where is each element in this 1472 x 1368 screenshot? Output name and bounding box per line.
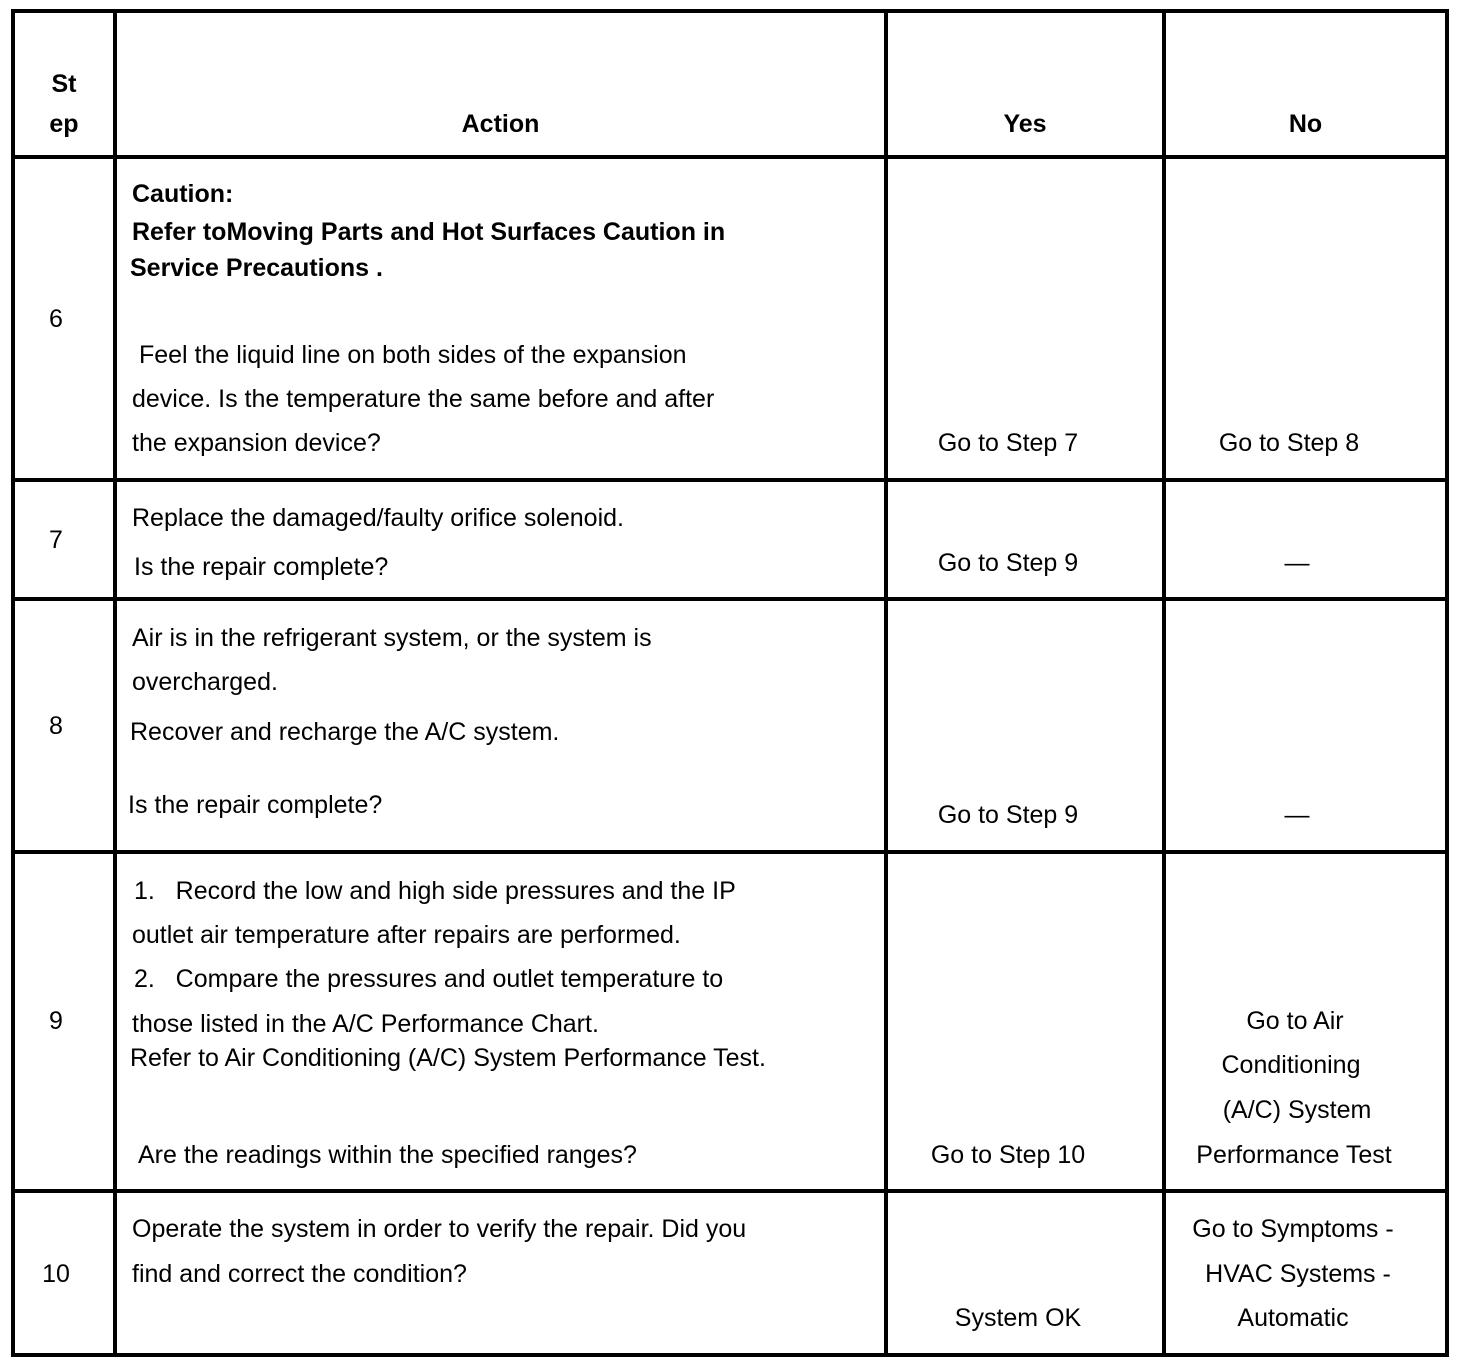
step-number: 10 xyxy=(42,1260,70,1288)
header-action: Action xyxy=(461,110,540,138)
no-result: Go to Step 8 xyxy=(1218,429,1360,457)
no-result: Conditioning xyxy=(1221,1051,1361,1079)
no-result: Automatic xyxy=(1237,1304,1349,1332)
action-text: outlet air temperature after repairs are performed. xyxy=(132,921,681,949)
action-text: 1. Record the low and high side pressures and the IP xyxy=(134,877,736,905)
no-result: HVAC Systems - xyxy=(1205,1260,1391,1288)
row-divider xyxy=(11,597,1449,601)
action-text: Operate the system in order to verify the repair. Did you xyxy=(132,1215,747,1243)
action-text: device. Is the temperature the same before and after xyxy=(132,385,715,413)
action-text: Refer to Air Conditioning (A/C) System Performance Test. xyxy=(130,1044,766,1072)
action-text: Air is in the refrigerant system, or the system is xyxy=(132,624,652,652)
header-step-line1: St xyxy=(51,70,77,98)
action-text: Are the readings within the specified ranges? xyxy=(138,1141,637,1169)
no-result: (A/C) System xyxy=(1222,1096,1372,1124)
row-divider xyxy=(11,478,1449,482)
step-number: 7 xyxy=(49,526,63,554)
no-result: Performance Test xyxy=(1196,1141,1392,1169)
column-divider xyxy=(113,9,117,1357)
yes-result: Go to Step 9 xyxy=(937,801,1079,829)
action-text: Feel the liquid line on both sides of the expansion xyxy=(132,341,687,369)
action-text: Is the repair complete? xyxy=(134,553,389,581)
header-step-line2: ep xyxy=(49,110,79,138)
no-result: Go to Symptoms - xyxy=(1192,1215,1394,1243)
action-text: the expansion device? xyxy=(132,429,381,457)
table-border-top xyxy=(11,9,1449,13)
yes-result: Go to Step 10 xyxy=(930,1141,1086,1169)
step-number: 9 xyxy=(49,1007,63,1035)
step-number: 8 xyxy=(49,712,63,740)
no-result: — xyxy=(1284,549,1310,577)
caution-title: Caution: xyxy=(132,180,234,208)
no-result: Go to Air xyxy=(1246,1007,1344,1035)
no-result: — xyxy=(1284,801,1310,829)
yes-result: System OK xyxy=(954,1304,1082,1332)
step-number: 6 xyxy=(49,305,63,333)
yes-result: Go to Step 7 xyxy=(937,429,1079,457)
table-border-bottom xyxy=(11,1353,1449,1357)
action-text: 2. Compare the pressures and outlet temperature to xyxy=(134,965,724,993)
table-border-left xyxy=(11,9,15,1357)
action-text: overcharged. xyxy=(132,668,278,696)
caution-text: Refer toMoving Parts and Hot Surfaces Caution in xyxy=(132,218,726,246)
row-divider xyxy=(11,1189,1449,1193)
table-border-right xyxy=(1445,9,1449,1357)
action-text: find and correct the condition? xyxy=(132,1260,467,1288)
header-yes: Yes xyxy=(1003,110,1047,138)
caution-text: Service Precautions . xyxy=(130,254,383,282)
action-text: Is the repair complete? xyxy=(128,791,383,819)
yes-result: Go to Step 9 xyxy=(937,549,1079,577)
header-divider xyxy=(11,155,1449,159)
header-no: No xyxy=(1288,110,1323,138)
action-text: those listed in the A/C Performance Chart. xyxy=(132,1010,599,1038)
action-text: Replace the damaged/faulty orifice solenoid. xyxy=(132,504,624,532)
row-divider xyxy=(11,850,1449,854)
action-text: Recover and recharge the A/C system. xyxy=(130,718,560,746)
